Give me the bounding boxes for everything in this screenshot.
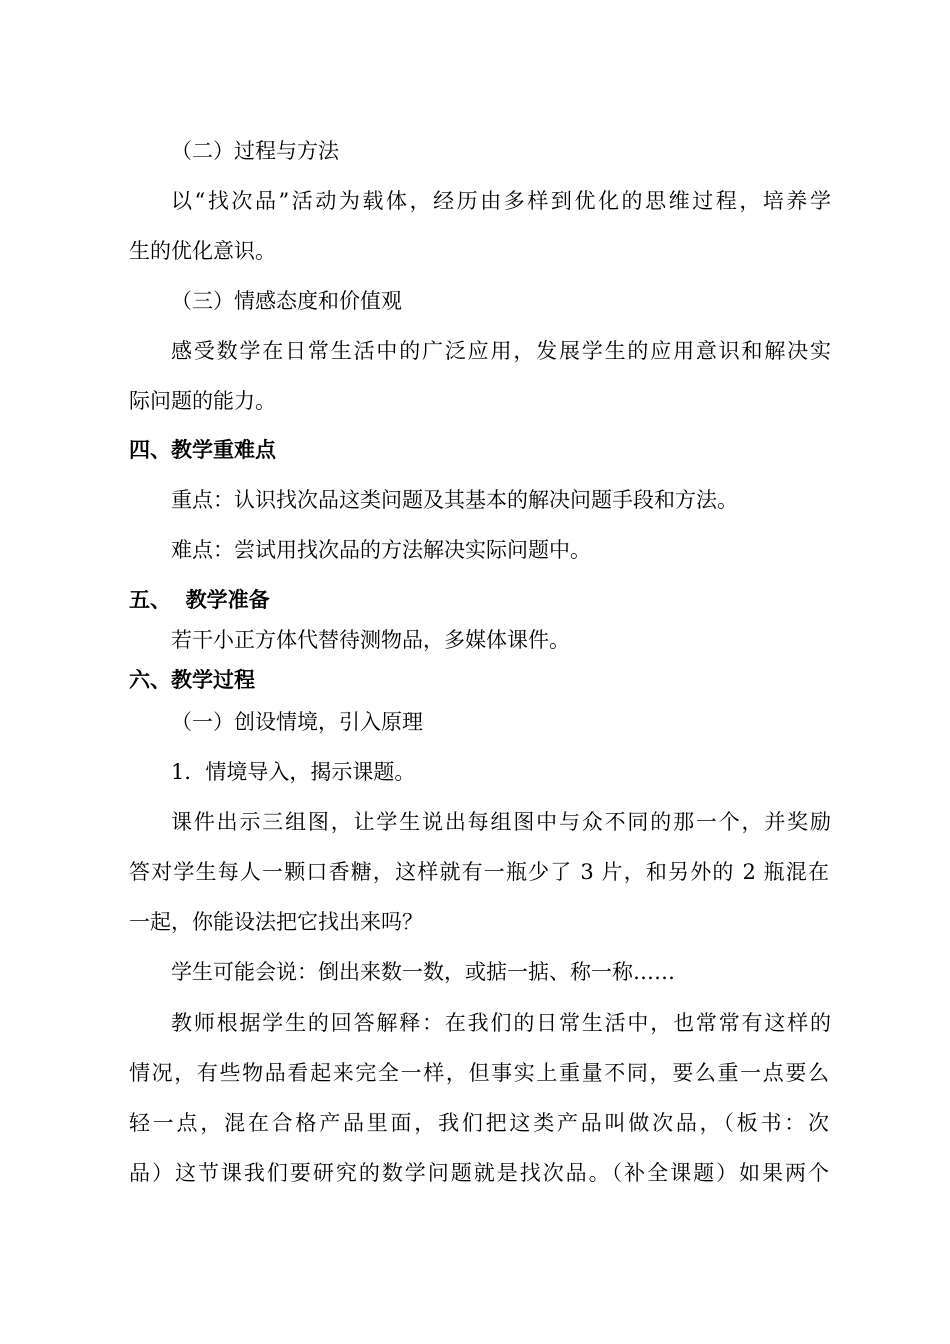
paragraph-line: 答对学生每人一颗口香糖，这样就有一瓶少了 3 片，和另外的 2 瓶混在: [129, 860, 829, 884]
paragraph-line: 生的优化意识。: [129, 239, 276, 263]
paragraph-line: 际问题的能力。: [129, 389, 276, 413]
paragraph-line: 情况，有些物品看起来完全一样，但事实上重量不同，要么重一点要么: [129, 1061, 829, 1085]
subheading-emotion-values: （三）情感态度和价值观: [171, 289, 402, 313]
paragraph-line: 一起，你能设法把它找出来吗？: [129, 910, 423, 934]
paragraph-line: 难点：尝试用找次品的方法解决实际问题中。: [171, 538, 591, 562]
paragraph-line: 以“找次品”活动为载体，经历由多样到优化的思维过程，培养学: [171, 189, 831, 213]
section-heading-process: 六、教学过程: [129, 668, 255, 692]
paragraph-line: 若干小正方体代替待测物品，多媒体课件。: [171, 628, 570, 652]
paragraph-line: 重点：认识找次品这类问题及其基本的解决问题手段和方法。: [171, 488, 738, 512]
paragraph-line: 品）这节课我们要研究的数学问题就是找次品。（补全课题）如果两个: [129, 1161, 829, 1185]
paragraph-line: 教师根据学生的回答解释：在我们的日常生活中，也常常有这样的: [171, 1011, 831, 1035]
subheading-create-situation: （一）创设情境，引入原理: [171, 710, 423, 734]
section-heading-preparation: 五、 教学准备: [129, 588, 270, 612]
paragraph-line: 学生可能会说：倒出来数一数，或掂一掂、称一称……: [171, 960, 675, 984]
subheading-situation-intro: 1．情境导入，揭示课题。: [171, 760, 416, 784]
paragraph-line: 轻一点，混在合格产品里面，我们把这类产品叫做次品，（板书：次: [129, 1111, 829, 1135]
paragraph-line: 感受数学在日常生活中的广泛应用，发展学生的应用意识和解决实: [171, 339, 831, 363]
section-heading-key-points: 四、教学重难点: [129, 438, 276, 462]
subheading-process-method: （二）过程与方法: [171, 139, 339, 163]
paragraph-line: 课件出示三组图，让学生说出每组图中与众不同的那一个，并奖励: [171, 810, 831, 834]
